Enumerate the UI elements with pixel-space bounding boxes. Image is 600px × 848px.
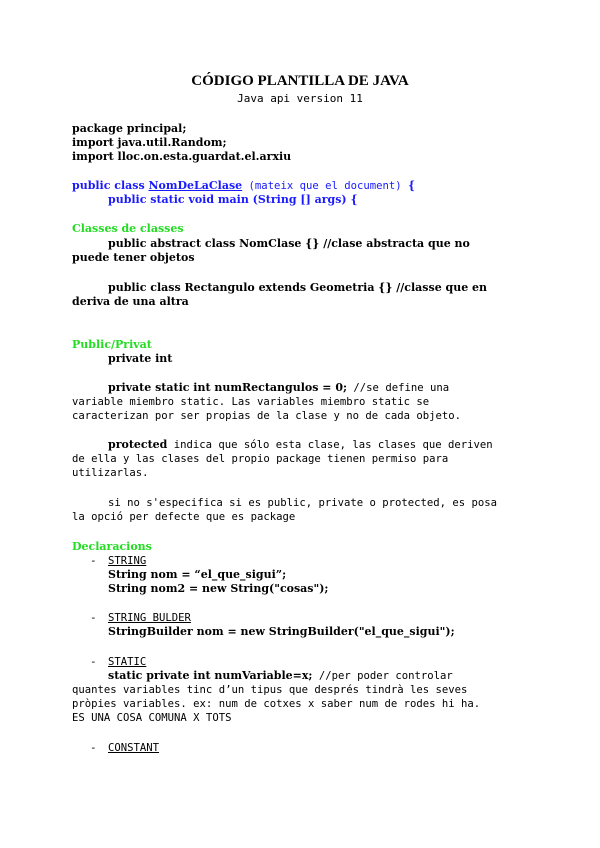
protected-explanation-3: utilizarlas. xyxy=(72,467,149,479)
bullet-dash: - xyxy=(90,655,97,668)
static-explanation-1: variable miembro static. Las variables miembro static se xyxy=(72,396,430,408)
static-decl-line xyxy=(108,669,453,683)
document-subtitle: Java api version 11 xyxy=(237,92,363,105)
bullet-dash: - xyxy=(90,611,97,624)
protected-explanation-2: de ella y las clases del propio package tienen permiso para xyxy=(72,453,449,465)
abstract-class-line-cont: puede tener objetos xyxy=(72,251,195,264)
private-int-line: private int xyxy=(108,352,173,365)
constant-label: CONSTANT xyxy=(108,742,160,754)
static-label: STATIC xyxy=(108,656,147,668)
default-access-line: si no s'especifica si es public, private o protected, es posa xyxy=(108,497,498,509)
class-comment: (mateix que el document) xyxy=(242,180,408,192)
abstract-class-line: public abstract class NomClase {} //clase abstracta que no xyxy=(108,237,470,250)
static-explanation-2: caracterizan por ser propias de la clase y no de cada objeto. xyxy=(72,410,462,422)
bullet-dash: - xyxy=(90,554,97,567)
static-field-line xyxy=(108,381,449,395)
static-decl-comment: //per poder controlar xyxy=(312,670,453,682)
string-decl-2: String nom2 = new String("cosas"); xyxy=(108,582,329,595)
import-line-1: import java.util.Random; xyxy=(72,136,227,149)
static-explanation-line-2: quantes variables tinc d’un tipus que després tindrà les seves xyxy=(72,684,468,696)
section-heading-classes: Classes de classes xyxy=(72,222,184,235)
static-field-comment: //se define una xyxy=(347,382,450,394)
section-heading-declaracions: Declaracions xyxy=(72,540,152,553)
string-label: STRING xyxy=(108,555,147,567)
extends-class-line: public class Rectangulo extends Geometria {} //classe que en xyxy=(108,281,488,294)
static-explanation-line-4: ES UNA COSA COMUNA X TOTS xyxy=(72,712,232,724)
import-line-2: import lloc.on.esta.guardat.el.arxiu xyxy=(72,150,292,163)
class-prefix: public class xyxy=(72,179,149,192)
default-access-line-2: la opció per defecte que es package xyxy=(72,511,296,523)
package-line: package principal; xyxy=(72,122,187,135)
main-method-line: public static void main (String [] args) { xyxy=(108,193,358,206)
stringbuilder-label: STRING BULDER xyxy=(108,612,191,624)
protected-explanation: indica que sólo esta clase, las clases que deriven xyxy=(167,439,493,451)
bullet-dash: - xyxy=(90,741,97,754)
section-heading-public-privat: Public/Privat xyxy=(72,338,152,351)
protected-keyword: protected xyxy=(108,438,168,451)
extends-class-line-cont: deriva de una altra xyxy=(72,295,189,308)
class-name: NomDeLaClase xyxy=(148,179,243,192)
protected-line xyxy=(108,438,493,452)
document-title: CÓDIGO PLANTILLA DE JAVA xyxy=(191,73,409,89)
static-field-code: private static int numRectangulos = 0; xyxy=(108,381,348,394)
static-explanation-line-3: pròpies variables. ex: num de cotxes x saber num de rodes hi ha. xyxy=(72,698,481,710)
class-brace: { xyxy=(408,179,416,192)
stringbuilder-decl: StringBuilder nom = new StringBuilder("el_que_sigui"); xyxy=(108,625,455,638)
string-decl-1: String nom = “el_que_sigui”; xyxy=(108,568,287,581)
static-decl-code: static private int numVariable=x; xyxy=(108,669,313,682)
class-declaration xyxy=(72,179,415,193)
